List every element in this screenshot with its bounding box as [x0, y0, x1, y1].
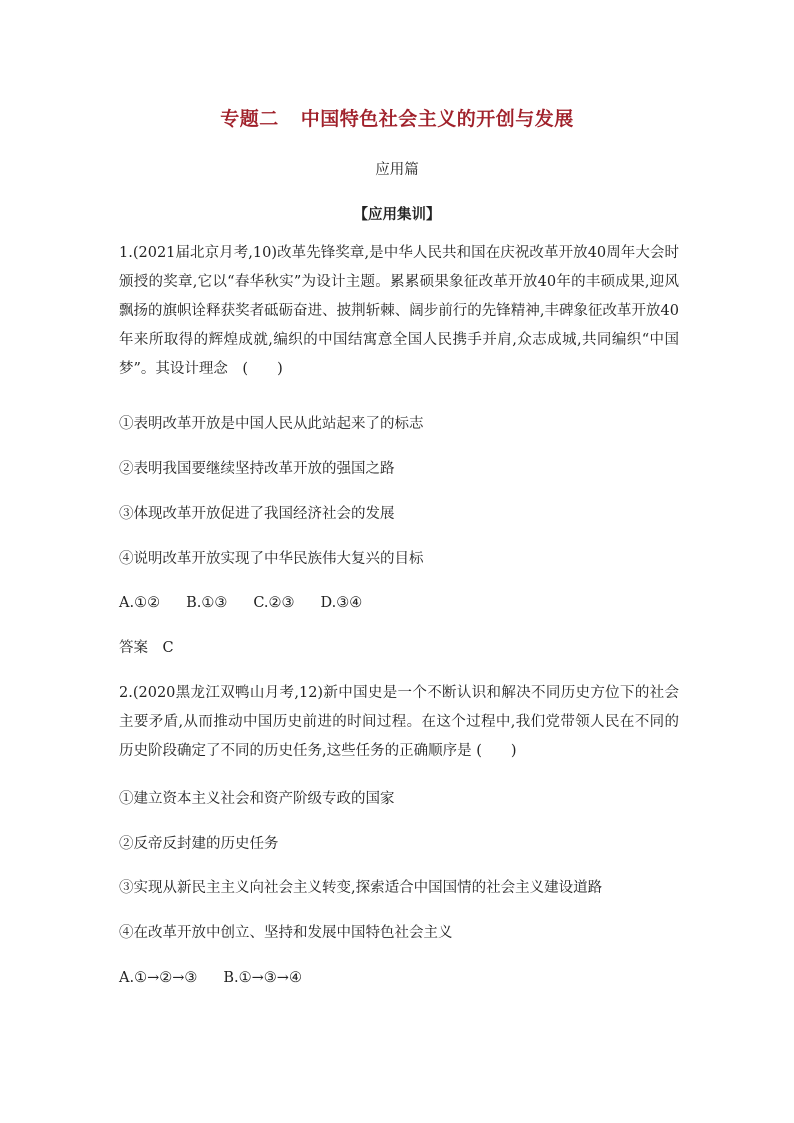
question-1-item-2: ②表明我国要继续坚持改革开放的强国之路	[119, 461, 395, 477]
subsection-heading: 【应用集训】	[353, 206, 441, 223]
option-c: C.②③	[253, 595, 295, 611]
page-title	[0, 104, 794, 131]
title-chapter: 专题二	[220, 108, 279, 130]
question-1-item-4: ④说明改革开放实现了中华民族伟大复兴的目标	[119, 551, 424, 567]
question-1-stem: 1.(2021届北京月考,10)改革先锋奖章,是中华人民共和国在庆祝改革开放40周年大会时颁授的奖章,它以“春华秋实”为设计主题。累累硕果象征改革开放40年的丰硕成果,迎风飘扬的旗帜诠释获奖者砥砺奋进、披荆斩棘、阔步前行的先锋精神,丰碑象征改革开放40年来所取得的辉煌成就,编织的中国结寓意全国人民携手并肩,众志成城,共同编织“中国梦”。其设计理念 ( )	[119, 245, 679, 377]
question-1-answer: 答案 C	[119, 640, 174, 656]
option-a: A.①②	[119, 595, 161, 611]
question-1-options	[119, 589, 679, 618]
question-2-item-2: ②反帝反封建的历史任务	[119, 836, 279, 852]
option-b: B.①③	[186, 595, 228, 611]
section-heading: 应用篇	[375, 162, 419, 178]
option-b: B.①→③→④	[223, 970, 302, 986]
option-a: A.①→②→③	[119, 970, 198, 986]
question-1-item-1: ①表明改革开放是中国人民从此站起来了的标志	[119, 416, 424, 432]
question-1-item-3: ③体现改革开放促进了我国经济社会的发展	[119, 506, 395, 522]
question-2-item-4: ④在改革开放中创立、坚持和发展中国特色社会主义	[119, 925, 453, 941]
question-2-item-3: ③实现从新民主主义向社会主义转变,探索适合中国国情的社会主义建设道路	[119, 880, 603, 896]
title-topic: 中国特色社会主义的开创与发展	[300, 108, 574, 130]
question-2-stem: 2.(2020黑龙江双鸭山月考,12)新中国史是一个不断认识和解决不同历史方位下的社会主要矛盾,从而推动中国历史前进的时间过程。在这个过程中,我们党带领人民在不同的历史阶段确定了不同的历史任务,这些任务的正确顺序是 ( )	[119, 685, 679, 759]
question-2-options	[119, 964, 679, 993]
option-d: D.③④	[320, 595, 363, 611]
question-2-item-1: ①建立资本主义社会和资产阶级专政的国家	[119, 791, 395, 807]
